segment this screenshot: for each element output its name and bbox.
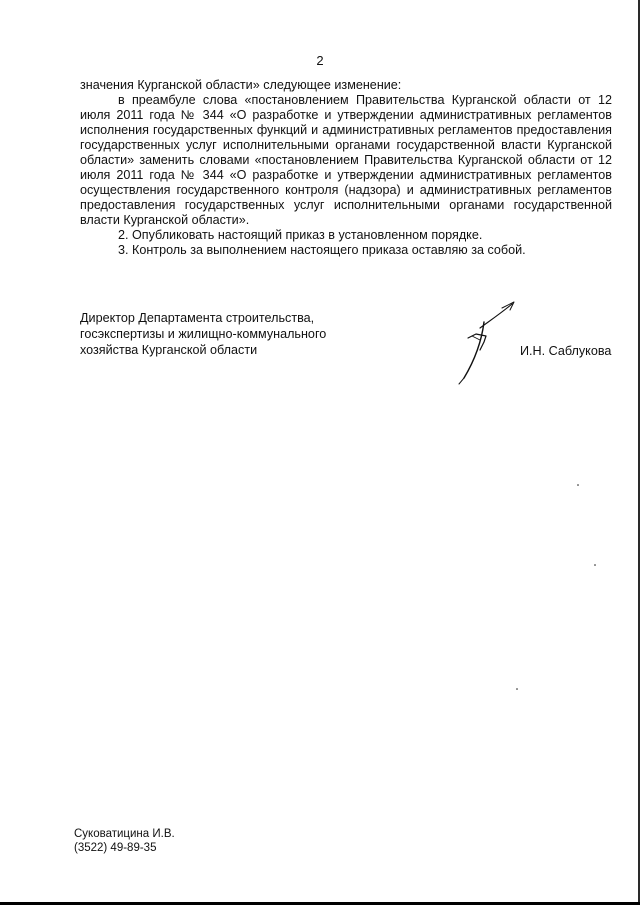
executor-info	[74, 827, 175, 855]
signer-title-line: Директор Департамента строительства,	[80, 311, 315, 325]
signer-name: И.Н. Саблукова	[520, 344, 612, 358]
executor-name: Суковатицина И.В.	[74, 828, 175, 840]
signature-block	[80, 310, 620, 400]
scan-speck	[577, 484, 579, 486]
document-body	[80, 78, 612, 258]
page-number: 2	[316, 53, 324, 68]
executor-phone: (3522) 49-89-35	[74, 842, 157, 854]
signer-title-line: госэкспертизы и жилищно-коммунального	[80, 327, 327, 341]
signer-title-line: хозяйства Курганской области	[80, 343, 258, 357]
paragraph-publish: 2. Опубликовать настоящий приказ в установленном порядке.	[118, 228, 483, 242]
paragraph-control: 3. Контроль за выполнением настоящего приказа оставляю за собой.	[118, 243, 526, 257]
scan-speck	[516, 688, 518, 690]
handwritten-signature	[440, 298, 530, 388]
scan-speck	[594, 564, 596, 566]
signer-title	[80, 310, 326, 358]
paragraph-preamble-change: в преамбуле слова «постановлением Правительства Курганской области от 12 июля 2011 года № 344 «О разработке и утверждении административных регламентов исполнения государственных функций и административных регламентов предоставления государственных услуг исполнительными органами государственной власти Курганской области» заменить словами «постановлением Правительства Курганской области от 12 июля 2011 года № 344 «О разработке и утверждении административных регламентов осуществления государственного контроля (надзора) и административных регламентов предоставления государственных услуг исполнительными органами государственной власти Курганской области».	[80, 93, 612, 227]
paragraph-continuation: значения Курганской области» следующее изменение:	[80, 78, 402, 92]
